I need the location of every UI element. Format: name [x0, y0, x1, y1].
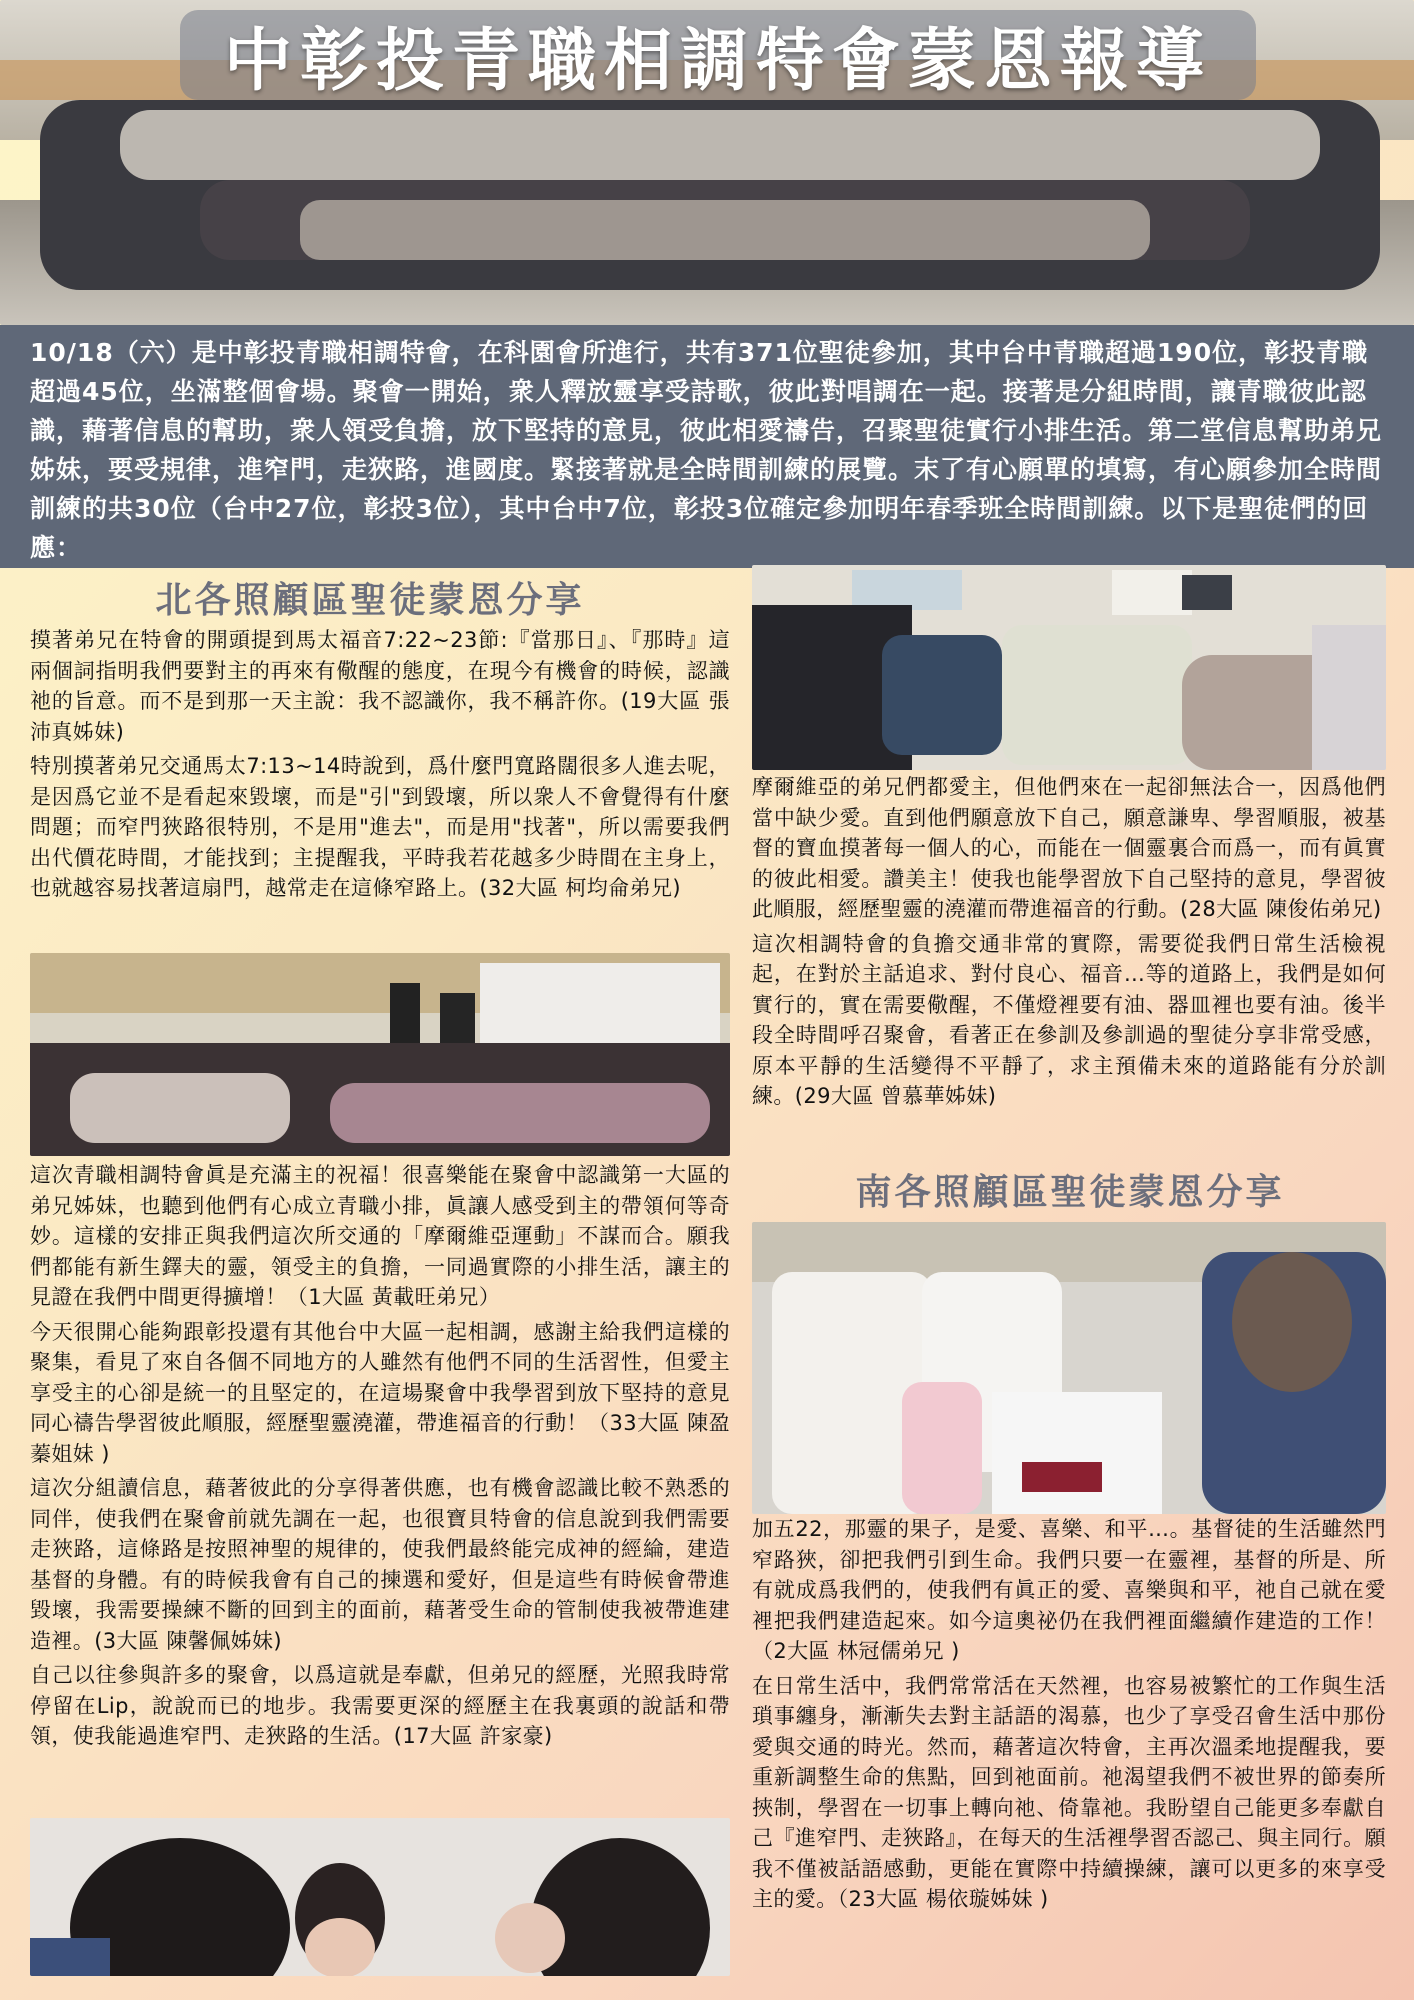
page-title: 中彰投青職相調特會蒙恩報導: [223, 21, 1212, 101]
snacks-photo: [752, 1222, 1386, 1514]
north-text-top: [30, 625, 730, 908]
south-testimony: 加五22，那靈的果子，是愛、喜樂、和平…。基督徒的生活雖然門窄路狹，卻把我們引到生命。我們只要一在靈裡，基督的所是、所有就成爲我們的，使我們有眞正的愛、喜樂與和平，祂自己就在愛裡把我們建造起來。如今這奧祕仍在我們裡面繼續作建造的工作！（2大區 林冠儒弟兄 ): [752, 1517, 1386, 1663]
north-testimony: 這次相調特會的負擔交通非常的實際，需要從我們日常生活檢視起，在對於主話追求、對付良心、福音…等的道路上，我們是如何實行的，實在需要儆醒，不僅燈裡要有油、器皿裡也要有油。後半段全時間呼召聚會，看著正在參訓及參訓過的聖徒分享非常受感，原本平靜的生活變得不平靜了，求主預備未來的道路能有分於訓練。(29大區 曾慕華姊妹): [752, 931, 1386, 1108]
north-testimony: 摩爾維亞的弟兄們都愛主，但他們來在一起卻無法合一，因爲他們當中缺少愛。直到他們願意放下自己，願意謙卑、學習順服，被基督的寶血摸著每一個人的心，而能在一個靈裏合而爲一，而有眞實的彼此相愛。讚美主！使我也能學習放下自己堅持的意見，學習彼此順服，經歷聖靈的澆灌而帶進福音的行動。(28大區 陳俊佑弟兄): [752, 775, 1386, 921]
south-section-title: 南各照顧區聖徒蒙恩分享: [855, 1172, 1285, 1213]
right-text-top: [752, 772, 1386, 1116]
north-testimony: 自己以往參與許多的聚會，以爲這就是奉獻，但弟兄的經歷，光照我時常停留在Lip，說說而已的地步。我需要更深的經歷主在我裏頭的說話和帶領，使我能過進窄門、走狹路的生活。(17大區 許家豪): [30, 1663, 730, 1748]
north-testimony: 摸著弟兄在特會的開頭提到馬太福音7:22~23節:『當那日』、『那時』這兩個詞指明我們要對主的再來有儆醒的態度，在現今有機會的時候，認識祂的旨意。而不是到那一天主說：我不認識你，我不稱許你。(19大區 張沛真姊妹): [30, 628, 730, 744]
title-banner: [180, 10, 1256, 100]
south-testimony: 在日常生活中，我們常常活在天然裡，也容易被繁忙的工作與生活瑣事纏身，漸漸失去對主話語的渴慕，也少了享受召會生活中那份愛與交通的時光。然而，藉著這次特會，主再次溫柔地提醒我，要重新調整生命的焦點，回到祂面前。祂渴望我們不被世界的節奏所挾制，學習在一切事上轉向祂、倚靠祂。我盼望自己能更多奉獻自己『進窄門、走狹路』，在每天的生活裡學習否認己、與主同行。願我不僅被話語感動，更能在實際中持續操練，讓可以更多的來享受主的愛。（23大區 楊依璇姊妹 ): [752, 1673, 1386, 1911]
north-testimony: 這次青職相調特會眞是充滿主的祝福！很喜樂能在聚會中認識第一大區的弟兄姊妹，也聽到他們有心成立青職小排，眞讓人感受到主的帶領何等奇妙。這樣的安排正與我們這次所交通的「摩爾維亞運動」不謀而合。願我們都能有新生鐸夫的靈，領受主的負擔，一同過實際的小排生活，讓主的見證在我們中間更得擴增！（1大區 黃載旺弟兄）: [30, 1163, 730, 1309]
discussion-circle-photo: [752, 565, 1386, 770]
north-section-title: 北各照顧區聖徒蒙恩分享: [155, 580, 585, 621]
south-text: [752, 1514, 1386, 1919]
speakers-photo: [30, 953, 730, 1156]
north-testimony: 特別摸著弟兄交通馬太7:13~14時說到，爲什麼門寬路闊很多人進去呢，是因爲它並不是看起來毀壞，而是"引"到毀壞，所以衆人不會覺得有什麼問題；而窄門狹路很特別，不是用"進去"，而是用"找著"，所以需要我們出代價花時間，才能找到；主提醒我，平時我若花越多少時間在主身上，也就越容易找著這扇門，越常走在這條窄路上。(32大區 柯均侖弟兄): [30, 754, 730, 900]
north-testimony: 今天很開心能夠跟彰投還有其他台中大區一起相調，感謝主給我們這樣的聚集，看見了來自各個不同地方的人雖然有他們不同的生活習性，但愛主享受主的心卻是統一的且堅定的，在這場聚會中我學習到放下堅持的意見同心禱告學習彼此順服，經歷聖靈澆灌，帶進福音的行動！（33大區 陳盈蓁姐妹 ): [30, 1319, 730, 1466]
north-testimony: 這次分組讀信息，藉著彼此的分享得著供應，也有機會認識比較不熟悉的同伴，使我們在聚會前就先調在一起，也很寶貝特會的信息說到我們需要走狹路，這條路是按照神聖的規律的，使我們最終能完成神的經綸，建造基督的身體。有的時候我會有自己的揀選和愛好，但是這些有時候會帶進毀壞，我需要操練不斷的回到主的面前，藉著受生命的管制使我被帶進建造裡。(3大區 陳馨佩姊妹): [30, 1476, 730, 1653]
north-text-bottom: [30, 1160, 730, 1756]
group-discussion-photo: [30, 1818, 730, 1976]
intro-paragraph: 10/18（六）是中彰投青職相調特會，在科園會所進行，共有371位聖徒參加，其中台中青職超過190位，彰投青職超過45位，坐滿整個會場。聚會一開始，衆人釋放靈享受詩歌，彼此對唱調在一起。接著是分組時間，讓青職彼此認識，藉著信息的幫助，衆人領受負擔，放下堅持的意見，彼此相愛禱告，召聚聖徒實行小排生活。第二堂信息幫助弟兄姊妹，要受規律，進窄門，走狹路，進國度。緊接著就是全時間訓練的展覽。末了有心願單的填寫，有心願參加全時間訓練的共30位（台中27位，彰投3位），其中台中7位，彰投3位確定參加明年春季班全時間訓練。以下是聖徒們的回應：: [0, 325, 1414, 568]
